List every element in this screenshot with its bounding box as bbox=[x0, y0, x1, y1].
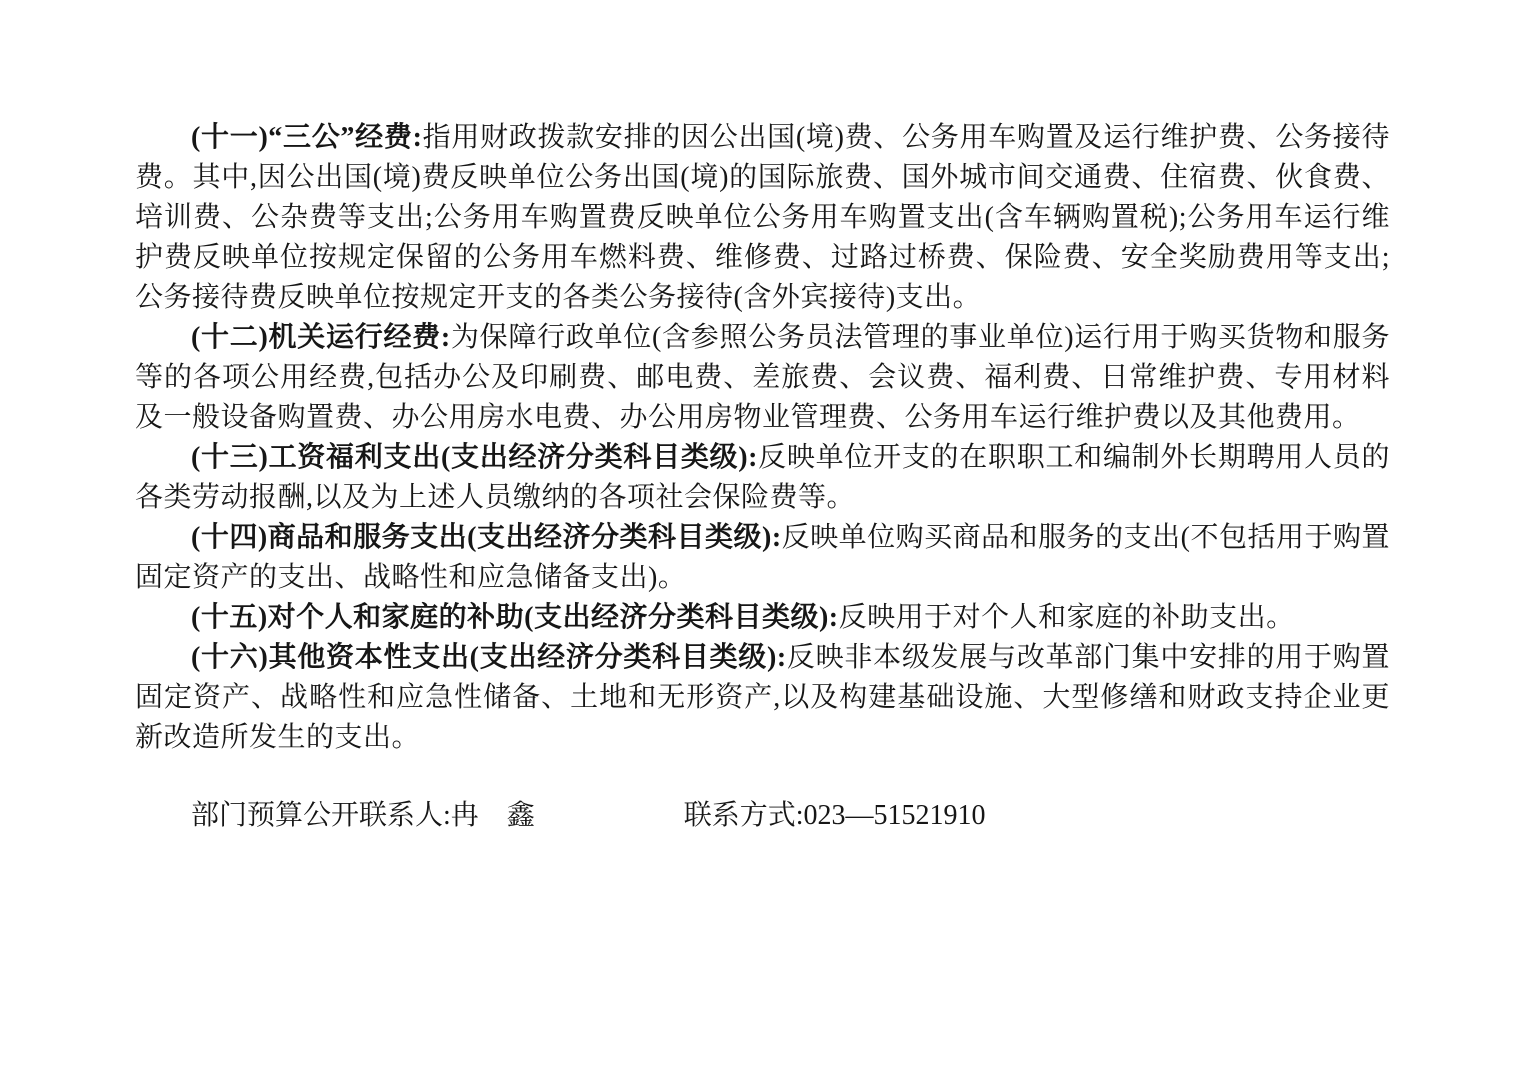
paragraph-heading: (十四)商品和服务支出(支出经济分类科目类级): bbox=[191, 522, 782, 553]
document-body bbox=[135, 118, 1390, 836]
paragraph-text: 反映单位购买商品和服务的支出(不包括用于购置固定资产的支出、战略性和应急储备支出)。 bbox=[135, 522, 1391, 593]
paragraph-15-individual-family-subsidy bbox=[135, 598, 1390, 638]
paragraph-text: 反映非本级发展与改革部门集中安排的用于购置固定资产、战略性和应急性储备、土地和无形资产,以及构建基础设施、大型修缮和财政支持企业更新改造所发生的支出。 bbox=[135, 642, 1390, 753]
paragraph-14-goods-services-expenditure bbox=[135, 518, 1390, 598]
paragraph-13-salary-welfare-expenditure bbox=[135, 438, 1390, 518]
paragraph-text: 反映单位开支的在职职工和编制外长期聘用人员的各类劳动报酬,以及为上述人员缴纳的各项社会保险费等。 bbox=[135, 442, 1391, 513]
paragraph-text: 为保障行政单位(含参照公务员法管理的事业单位)运行用于购买货物和服务等的各项公用经费,包括办公及印刷费、邮电费、差旅费、会议费、福利费、日常维护费、专用材料及一般设备购置费、办公用房水电费、办公用房物业管理费、公务用车运行维护费以及其他费用。 bbox=[135, 322, 1390, 433]
paragraph-heading: (十二)机关运行经费: bbox=[191, 322, 451, 353]
paragraph-16-other-capital-expenditure bbox=[135, 638, 1390, 758]
contact-row bbox=[135, 796, 1390, 836]
paragraph-11-sangong-expense bbox=[135, 118, 1390, 318]
paragraph-heading: (十三)工资福利支出(支出经济分类科目类级): bbox=[191, 442, 758, 473]
paragraph-12-agency-operating-expense bbox=[135, 318, 1390, 438]
contact-person: 部门预算公开联系人:冉 鑫 bbox=[191, 800, 535, 831]
paragraph-text: 反映用于对个人和家庭的补助支出。 bbox=[838, 602, 1295, 633]
paragraph-text: 指用财政拨款安排的因公出国(境)费、公务用车购置及运行维护费、公务接待费。其中,因公出国(境)费反映单位公务出国(境)的国际旅费、国外城市间交通费、住宿费、伙食费、培训费、公杂费等支出;公务用车购置费反映单位公务用车购置支出(含车辆购置税);公务用车运行维护费反映单位按规定保留的公务用车燃料费、维修费、过路过桥费、保险费、安全奖励费用等支出;公务接待费反映单位按规定开支的各类公务接待(含外宾接待)支出。 bbox=[135, 122, 1390, 313]
paragraph-heading: (十六)其他资本性支出(支出经济分类科目类级): bbox=[191, 642, 787, 673]
contact-method: 联系方式:023—51521910 bbox=[683, 800, 986, 831]
paragraph-heading: (十一)“三公”经费: bbox=[191, 122, 423, 153]
paragraph-heading: (十五)对个人和家庭的补助(支出经济分类科目类级): bbox=[191, 602, 839, 633]
